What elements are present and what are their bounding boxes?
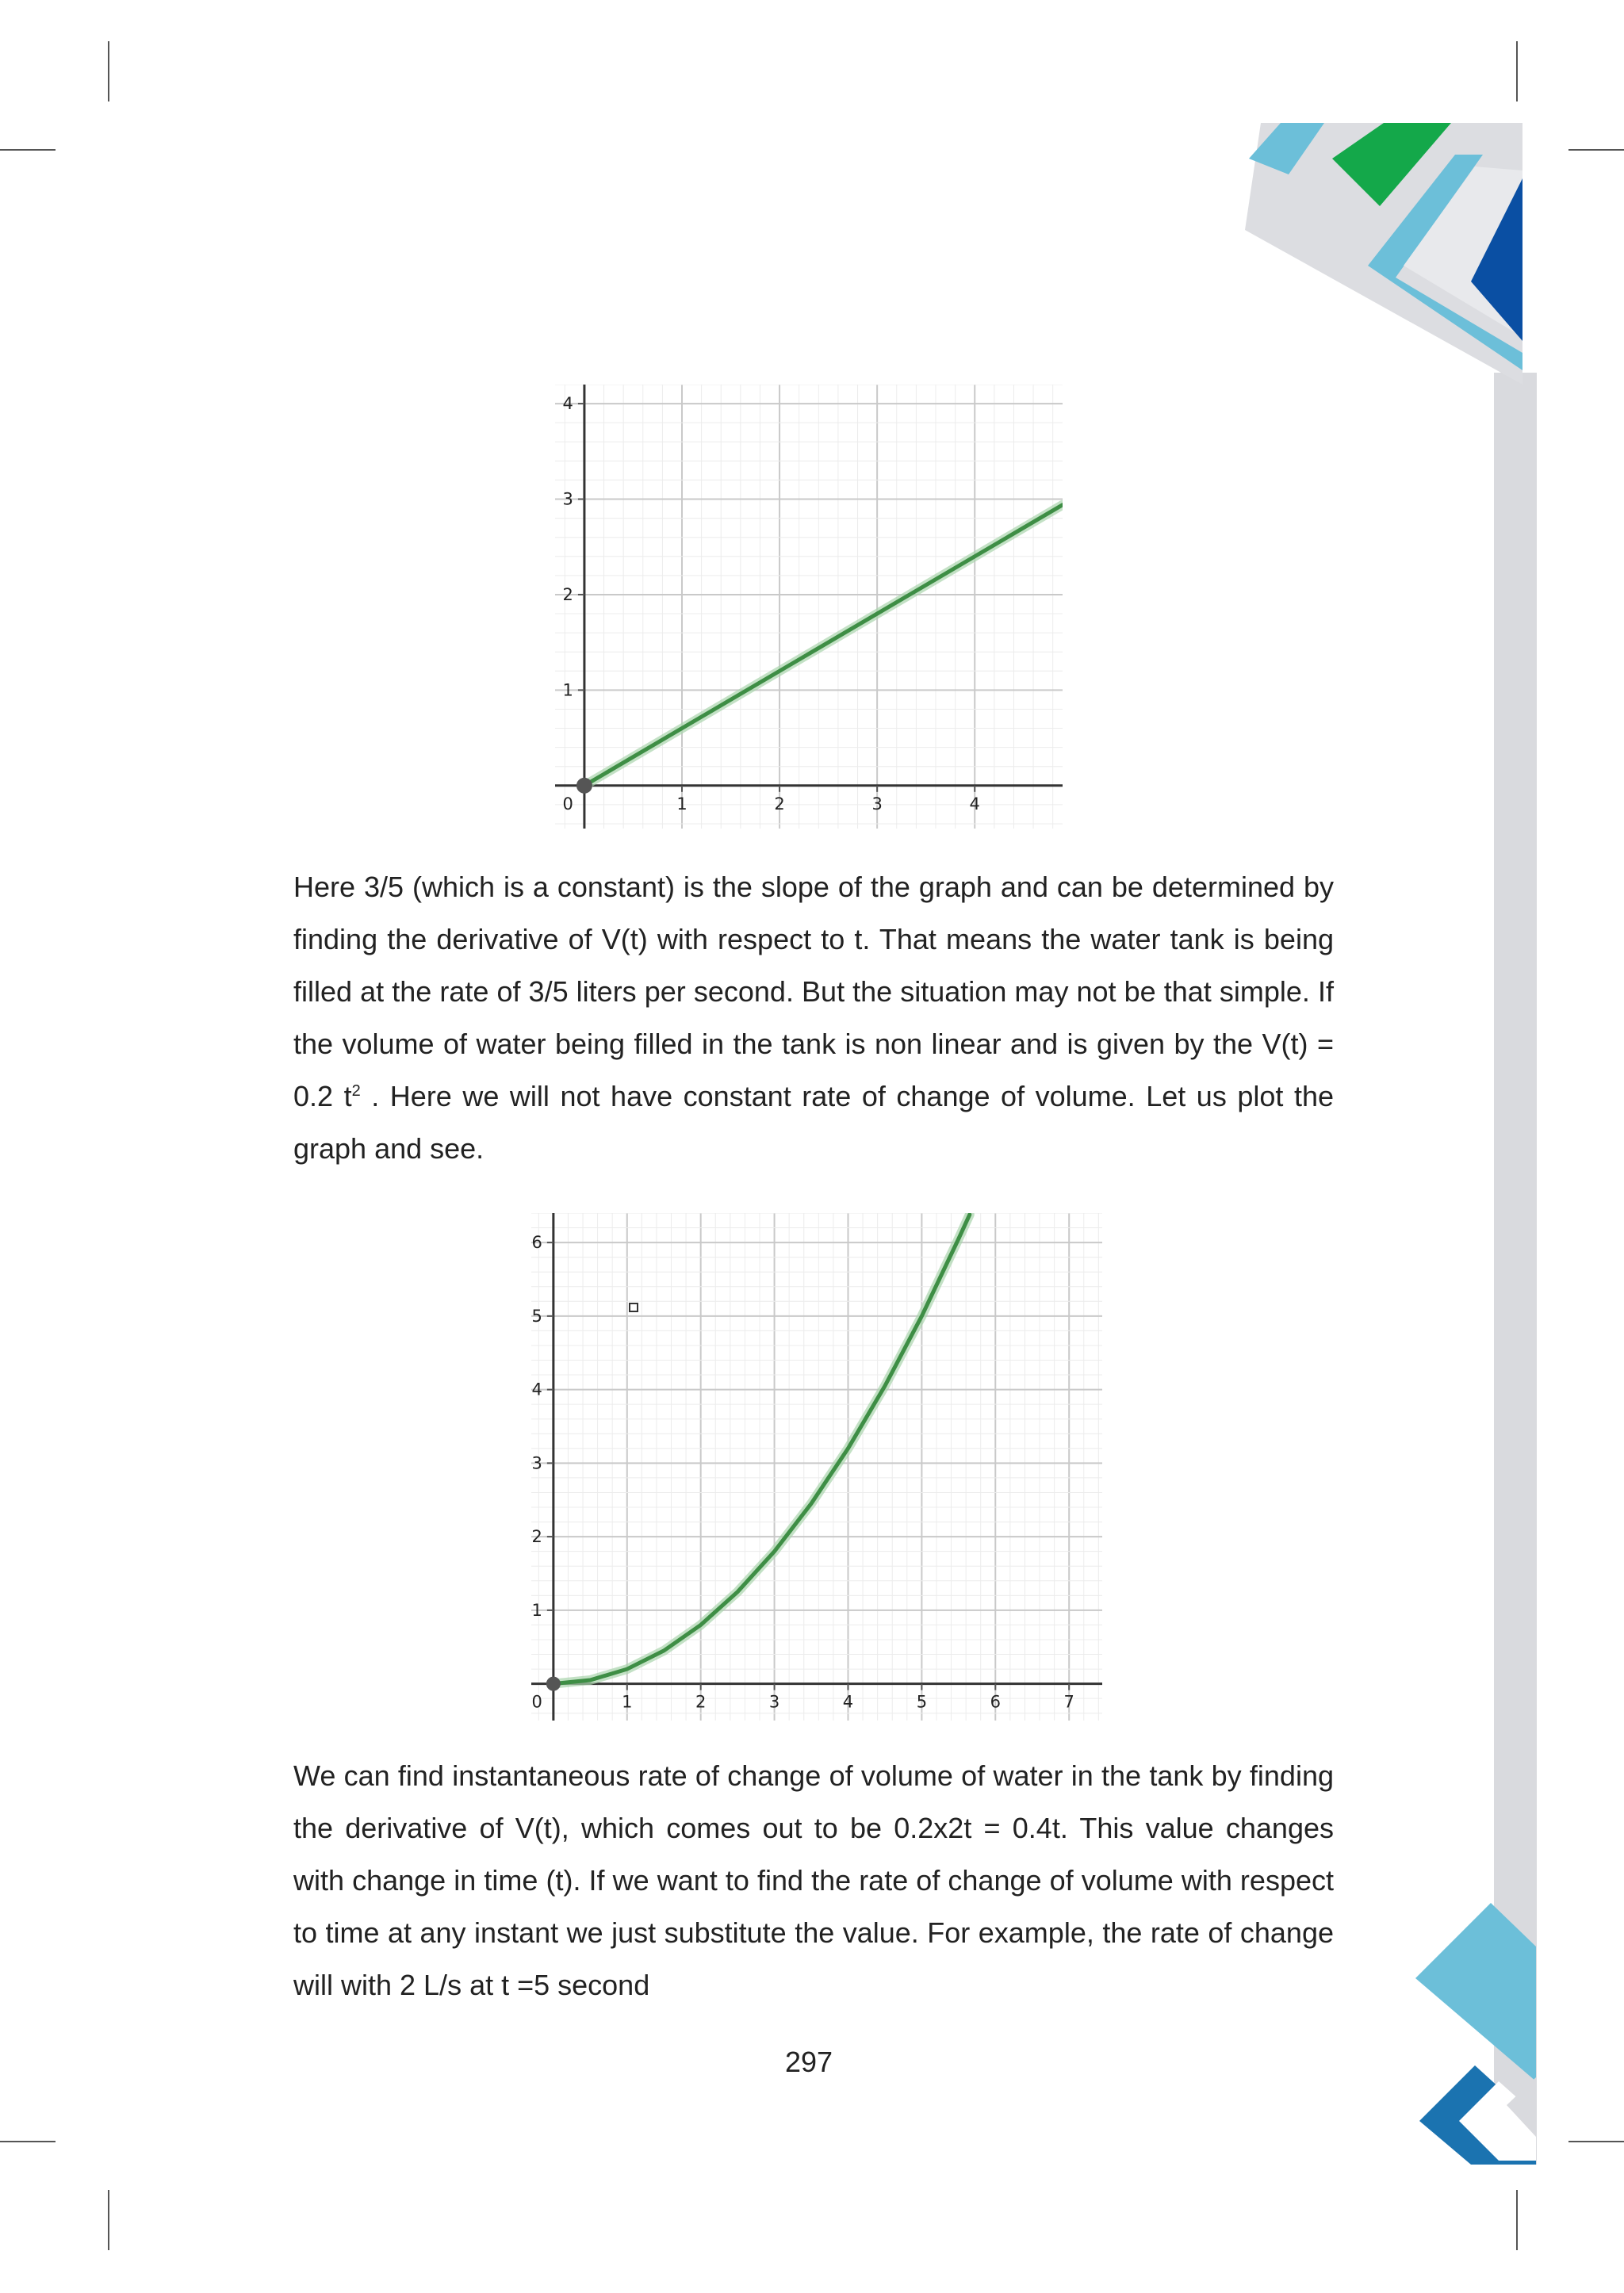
crop-mark <box>0 149 56 151</box>
x-tick-label: 3 <box>768 1692 780 1712</box>
quadratic-volume-graph <box>531 1213 1102 1721</box>
paragraph-derivative-explanation: We can find instantaneous rate of change of volume of water in the tank by finding the derivative of V(t), which comes out to be 0.2x2t = 0.4t. This value changes with change in time (t). If we want to find the rate of change of volume with respect to time at any instant we just substitute the value. For example, the rate of change will with 2 L/s at t =5 second <box>293 1759 1334 2001</box>
small-square-icon <box>630 1303 638 1311</box>
x-tick-label: 7 <box>1063 1692 1074 1712</box>
crop-mark <box>1568 2141 1624 2142</box>
corner-decoration <box>1245 123 1538 385</box>
side-decoration-bar <box>1494 373 1537 2165</box>
crop-mark <box>0 2141 56 2142</box>
x-tick-label: 4 <box>969 794 980 813</box>
axes <box>531 1213 1102 1721</box>
y-tick-label: 1 <box>562 680 573 700</box>
corner-decoration <box>1415 1899 1542 2169</box>
y-tick-label: 3 <box>531 1453 542 1473</box>
crop-mark <box>108 41 109 101</box>
x-tick-label: 2 <box>695 1692 707 1712</box>
crop-mark <box>1516 41 1518 101</box>
x-tick-label: 5 <box>916 1692 928 1712</box>
crop-mark <box>1568 149 1624 151</box>
origin-label: 0 <box>531 1692 542 1712</box>
x-tick-label: 4 <box>842 1692 854 1712</box>
linear-volume-graph <box>555 385 1063 829</box>
origin-point <box>576 778 592 794</box>
ticks <box>563 394 980 813</box>
x-tick-label: 2 <box>774 794 785 813</box>
y-tick-label: 6 <box>531 1233 542 1253</box>
y-tick-label: 2 <box>531 1527 542 1547</box>
crop-mark <box>108 2190 109 2250</box>
crop-mark <box>1516 2190 1518 2250</box>
x-tick-label: 3 <box>871 794 883 813</box>
page-number: 297 <box>784 2046 833 2078</box>
grid <box>531 1213 1102 1721</box>
y-tick-label: 1 <box>531 1600 542 1620</box>
paragraph-linear-explanation: Here 3/5 (which is a constant) is the slope of the graph and can be determined by finding the derivative of V(t) with respect to t. That means the water tank is being filled at the rate of 3/5 liters per second. But the situation may not be that simple. If the volume of water being filled in the tank is non linear and is given by the V(t) = 0.2 $t^2$ . Here we will not have constant rate of change of volume. Let us plot the graph and see. <box>293 871 1334 1165</box>
x-tick-label: 6 <box>990 1692 1001 1712</box>
origin-label: 0 <box>562 794 573 813</box>
y-tick-label: 5 <box>531 1306 542 1326</box>
origin-point <box>546 1677 561 1691</box>
x-tick-label: 1 <box>622 1692 633 1712</box>
volume-line <box>584 505 1063 786</box>
y-tick-label: 3 <box>562 489 573 509</box>
y-tick-label: 2 <box>562 584 573 604</box>
y-tick-label: 4 <box>562 394 573 414</box>
y-tick-label: 4 <box>531 1380 542 1399</box>
x-tick-label: 1 <box>676 794 688 813</box>
